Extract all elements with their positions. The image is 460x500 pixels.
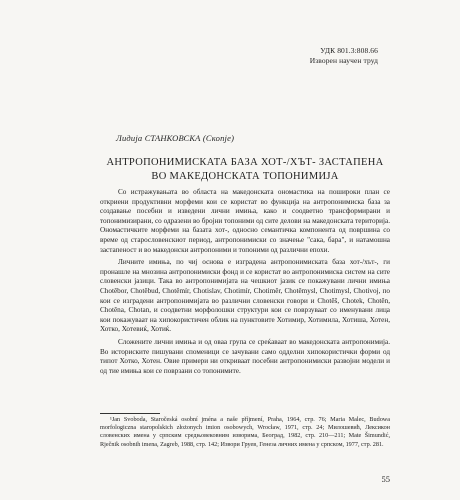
paragraph: Сложените лични имиња и од оваа група се среќаваат во македонската антропонимија. Во историските пишувани споменици се зачувани само одделни хипокористички форми од типот Хотко, Хотен. Овие примери ни откриваат посебни антропонимиски развојни модели и од тие имиња кои се поврзани со топонимите. [100, 337, 390, 375]
footnote-text: ¹Jan Svoboda, Staročeská osobní jména a naše příjmení, Praha, 1964, стр. 76; Maria Malec, Budowa morfologiczna staropolskich złożonych imion osobowych, Wrocław, 1971, стр. 24; Милошевић, Лексикон словенских имена у српским средњовековним изворима, Београд, 1982, стр. 210—211; Mate Šimundić, Rječnik osobnih imena, Zagreb, 1988, стр. 142; Извори Груев, Генеза личних имена у српском, 1977, стр. 281. [100, 416, 390, 448]
udc-code: УДК 801.3:808.66 [320, 46, 378, 55]
footnote [100, 416, 390, 449]
title-line-1: АНТРОПОНИМИСКАТА БАЗА ХОТ-/ХЪТ- ЗАСТАПЕНА [106, 157, 384, 168]
article-body [100, 188, 390, 379]
author-line: Лидија СТАНКОВСКА (Скопје) [116, 133, 235, 143]
paragraph: Со истражувањата во областа на македонската ономастика на пошироки план се откриени продуктивни морфеми кои се користат во функција на антропонимиска база за создавање посебни и изведени лични имиња, како и соодветно трансформирани и топонимизирани, со одразени во бројни топоними од сите делови на македонската територија. Ономастичките морфеми на базата хот-, односно семантичка компонента од површина со време од старословенскиот период, антропонимиски со значење "сака, бара", и натамошна застапеност и во македонски антропоними и топоними од различни епохи. [100, 188, 390, 254]
footnote-divider [100, 413, 160, 414]
article-title [100, 156, 390, 184]
title-line-2: ВО МАКЕДОНСКАТА ТОПОНИМИЈА [151, 171, 339, 182]
udc-header [310, 46, 378, 66]
page-number: 55 [381, 474, 390, 484]
udc-note: Изворен научен труд [309, 56, 378, 65]
paragraph: Личните имиња, по чиј основа е изградена антропонимиската база хот-/хът-, ги пронашле на мнозина антропонимиски фонд и се користат во антропонимиска систем на сите словенски јазици. Така во антропонимијата на чешкиот јазик се покажувани лични имиња Chotěbor, Chotěbud, Chotěmír, Chotislav, Chotimír, Chotiměr, Chotěmysl, Chotimysl, Chotivoj, по кои се изградени антропонимијата во различни словенски говори и Chotěš, Chotek, Chotěn, Chotěna, Chotan, и соодветни морфолошки структури кои се поврзуваат со именувани лица кои покажуваат на хипокористичен облик на пунктовите Хотимир, Хотимила, Хотиша, Хотен, Хотко, Хотевиќ, Хотиќ. [100, 258, 390, 334]
